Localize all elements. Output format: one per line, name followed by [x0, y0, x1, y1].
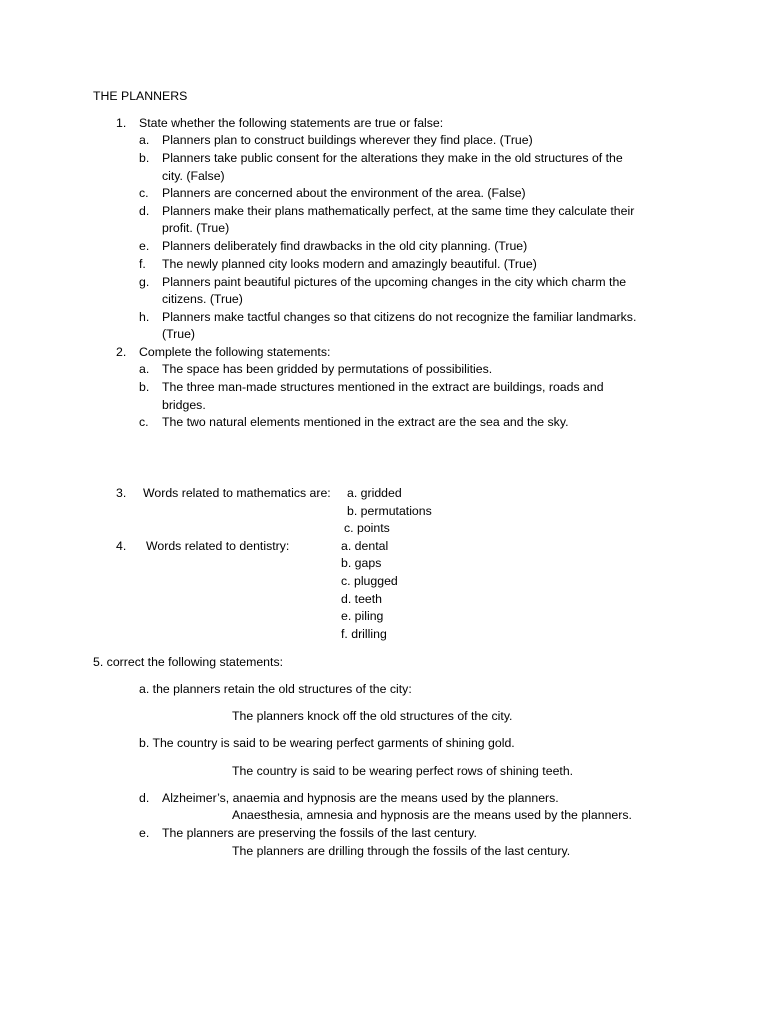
q1-item-g-letter: g.	[139, 275, 150, 289]
q2-number: 2.	[116, 345, 127, 359]
q1-item-b-line2: city. (False)	[162, 169, 225, 183]
q1-item-e-letter: e.	[139, 239, 150, 253]
q3-word-a: a. gridded	[347, 486, 402, 500]
q2-item-a-letter: a.	[139, 362, 150, 376]
q4-number: 4.	[116, 539, 127, 553]
q1-item-d-letter: d.	[139, 204, 150, 218]
q4-word-a: a. dental	[341, 539, 389, 553]
q2-item-c: The two natural elements mentioned in the extract are the sea and the sky.	[162, 415, 569, 429]
q5-e-answer: The planners are drilling through the fossils of the last century.	[232, 844, 571, 858]
q3-word-c: c. points	[344, 521, 390, 535]
q1-item-a-letter: a.	[139, 133, 150, 147]
q5-a-statement: a. the planners retain the old structures of the city:	[139, 682, 412, 696]
q4-word-d: d. teeth	[341, 592, 383, 606]
q2-item-a: The space has been gridded by permutations of possibilities.	[162, 362, 493, 376]
q1-number: 1.	[116, 116, 127, 130]
q1-item-f-letter: f.	[139, 257, 146, 271]
q1-item-b-letter: b.	[139, 151, 150, 165]
q5-heading: 5. correct the following statements:	[93, 655, 284, 669]
q5-b-statement: b. The country is said to be wearing perfect garments of shining gold.	[139, 736, 515, 750]
q2-item-c-letter: c.	[139, 415, 149, 429]
q1-item-g-line2: citizens. (True)	[162, 292, 243, 306]
q1-item-c-letter: c.	[139, 186, 149, 200]
q2-item-b-line2: bridges.	[162, 398, 206, 412]
q4-word-b: b. gaps	[341, 556, 382, 570]
q1-item-d-line1: Planners make their plans mathematically perfect, at the same time they calculate their	[162, 204, 635, 218]
q2-text: Complete the following statements:	[139, 345, 331, 359]
q5-e-statement: The planners are preserving the fossils of the last century.	[162, 826, 477, 840]
q3-number: 3.	[116, 486, 127, 500]
q5-a-answer: The planners knock off the old structures of the city.	[232, 709, 513, 723]
q4-word-f: f. drilling	[341, 627, 387, 641]
q1-item-e: Planners deliberately find drawbacks in the old city planning. (True)	[162, 239, 528, 253]
q1-item-c: Planners are concerned about the environment of the area. (False)	[162, 186, 526, 200]
q1-item-a: Planners plan to construct buildings wherever they find place. (True)	[162, 133, 533, 147]
q5-b-answer: The country is said to be wearing perfect rows of shining teeth.	[232, 764, 574, 778]
q2-item-b-line1: The three man-made structures mentioned in the extract are buildings, roads and	[162, 380, 604, 394]
q3-text: Words related to mathematics are:	[143, 486, 331, 500]
q1-item-h-letter: h.	[139, 310, 150, 324]
q5-e-letter: e.	[139, 826, 150, 840]
q1-item-h-line2: (True)	[162, 327, 196, 341]
q5-d-statement: Alzheimer’s, anaemia and hypnosis are the means used by the planners.	[162, 791, 559, 805]
q1-item-b-line1: Planners take public consent for the alterations they make in the old structures of the	[162, 151, 623, 165]
q5-d-answer: Anaesthesia, amnesia and hypnosis are the means used by the planners.	[232, 808, 632, 822]
q1-item-d-line2: profit. (True)	[162, 221, 230, 235]
page-title: THE PLANNERS	[93, 89, 188, 103]
q4-text: Words related to dentistry:	[146, 539, 290, 553]
q4-word-c: c. plugged	[341, 574, 398, 588]
q1-item-g-line1: Planners paint beautiful pictures of the upcoming changes in the city which charm the	[162, 275, 627, 289]
q3-word-b: b. permutations	[347, 504, 432, 518]
q1-item-h-line1: Planners make tactful changes so that citizens do not recognize the familiar landmarks.	[162, 310, 637, 324]
q4-word-e: e. piling	[341, 609, 384, 623]
q1-item-f: The newly planned city looks modern and amazingly beautiful. (True)	[162, 257, 537, 271]
q2-item-b-letter: b.	[139, 380, 150, 394]
q5-d-letter: d.	[139, 791, 150, 805]
q1-text: State whether the following statements are true or false:	[139, 116, 444, 130]
